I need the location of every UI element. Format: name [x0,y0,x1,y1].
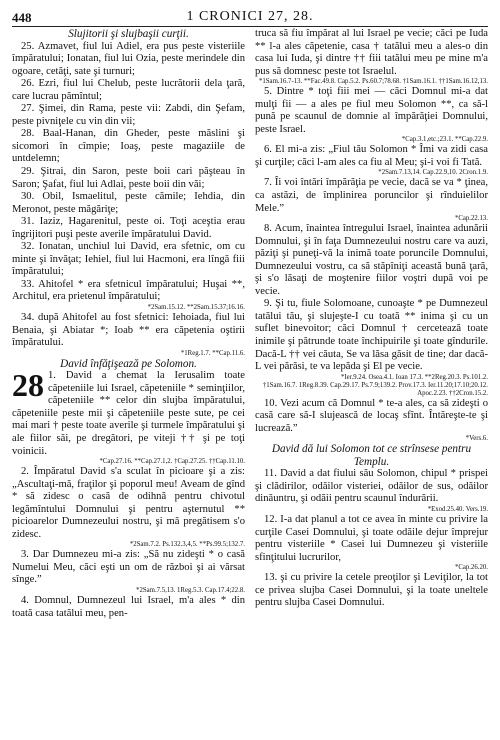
verse-25: 25. Azmavet, fiul lui Adiel, era pus peste visteriile împăratului; Ionatan, fiul lui Ozia, peste merindele din ogoare, cetăţi, sate şi turnuri; [12,40,245,77]
right-column [255,28,488,620]
verse-1: 1. David a chemat la Ierusalim toate căpeteniile lui Israel, căpeteniile * seminţiilor, căpeteniile ** celor din slujba împăratului, căpeteniile peste mii şi căpeteniile peste sute, pe cei mai mari † peste toate averile şi turmele împăratului şi ale fiilor săi, pe dregători, pe viteji †† şi pe toţi voinicii. [12,370,245,457]
footnote-verse-33: *2Sam.15.12. **2Sam.15.37;16.16. [147,304,245,312]
footnote-verse-10: *Vers.6. [465,435,488,443]
verse-7: 7. Îi voi întări împărăţia pe vecie, dacă se va * ţinea, ca astăzi, de împlinirea poruncilor şi rînduielilor Mele.” [255,177,488,214]
verse-3: 3. Dar Dumnezeu mi-a zis: „Să nu zideşti * o casă Numelui Meu, căci eşti un om de război şi ai vărsat sînge.” [12,549,245,586]
verse-9: 9. Şi tu, fiule Solomoane, cunoaşte * pe Dumnezeul tatălui tău, şi slujeşte-I cu toată ** inima şi cu un suflet binevoitor; căci Domnul † cercetează toate inimile şi pătrunde toate închipuirile şi toate gîndurile. Dacă-L †† vei căuta, Se va lăsa găsit de tine; dar dacă-L vei părăsi, te va lepăda şi El pe vecie. [255,298,488,373]
verse-29: 29. Şitrai, din Saron, peste boii cari păşteau în Saron; Şafat, fiul lui Adlai, peste boii din văi; [12,166,245,190]
section-heading-david-presents-solomon: David înfăţişează pe Solomon. [60,357,197,370]
section-heading-servants: Slujitorii şi slujbaşii curţii. [68,28,189,40]
header-rule [12,26,488,27]
running-title: 1 CRONICI 27, 28. [186,9,314,24]
footnote-verse-34: *1Reg.1.7. **Cap.11.6. [180,349,245,357]
verse-10: 10. Vezi acum că Domnul * te-a ales, ca să zideşti o casă care să-I slujească de locaş sfînt. Întăreşte-te şi lucrează.” [255,397,488,434]
verse-6: 6. El mi-a zis: „Fiul tău Solomon * Îmi va zidi casa şi curţile; căci l-am ales ca fiu al Meu; şi-i voi fi Tată. [255,144,488,168]
verse-26: 26. Ezri, fiul lui Chelub, peste lucrătorii dela ţară, care lucrau pămîntul; [12,78,245,102]
verse-4: 4. Domnul, Dumnezeul lui Israel, m'a ales * din toată casa tatălui meu, pen- [12,594,245,619]
footnote-verse-1: *Cap.27.16. **Cap.27.1,2. †Cap.27.25. ††Cap.11.10. [99,458,245,466]
footnote-verse-9-a: *Ier.9.24. Osea.4.1. Ioan 17.3. **2Reg.20.3. Ps.101.2. [340,373,488,381]
verse-13: 13. şi cu privire la cetele preoţilor şi Leviţilor, la tot ce privea slujba Casei Domnului, şi la toate uneltele pentru slujba Casei Domnului. [255,572,488,609]
footnote-verse-11: *Exod.25.40. Vers.19. [427,505,488,513]
chapter-number: 28 [12,370,44,404]
footnote-verse-6: *2Sam.7.13,14. Cap.22.9,10. 2Cron.1.9. [378,169,488,177]
verse-2: 2. Împăratul David s'a sculat în picioare şi a zis: „Ascultaţi-mă, fraţilor şi poporul meu! Aveam de gînd * să zidesc o casă de odihnă pentru chivotul legămîntului Domnului şi pentru aşternutul ** picioarelor Dumnezeului nostru, şi mă pregătisem s'o zidesc. [12,466,245,540]
footnote-verse-7: *Cap.22.13. [454,215,488,223]
page-number: 448 [12,10,32,25]
verse-30: 30. Obil, Ismaelitul, peste cămile; Iehdia, din Meronot, peste măgăriţe; [12,191,245,215]
left-column [12,28,245,620]
footnote-verse-2: *2Sam.7.2. Ps.132.3,4,5. **Ps.99.5;132.7. [129,541,245,549]
chapter-28-start [12,370,245,458]
verse-11: 11. David a dat fiului său Solomon, chipul * prispei şi clădirilor, odăilor visteriei, odăilor de sus, odăilor dinăuntru, şi odăii pentru scaunul îndurării. [255,468,488,505]
footnote-verse-5: *Cap.3.1,etc.;23.1. **Cap.22.9. [401,136,488,144]
verse-8: 8. Acum, înaintea întregului Israel, înaintea adunării Domnului, şi în faţa Dumnezeului nostru care va auzi, păziţi şi puneţi-vă la inimă toate poruncile Domnului, Dumnezeului vostru, ca să stăpîniţi această bună ţară, şi s'o lăsaţi de moştenire fiilor voştri după voi pe vecie. [255,223,488,297]
verse-4-continued: truca să fiu împărat al lui Israel pe vecie; căci pe Iuda ** l-a ales căpetenie, casa † tatălui meu a ales-o din casa lui Iuda, şi dintre †† fiii tatălui meu pe mine m'a pus să domnesc peste tot Israelul. [255,28,488,77]
verse-12: 12. I-a dat planul a tot ce avea în minte cu privire la curţile Casei Domnului, şi toate odăile dejur împrejur pentru visteriile * Casei lui Dumnezeu şi visteriile sfinţitului lucrurilor, [255,513,488,563]
footnote-verse-12: *Cap.26.20. [454,564,488,572]
verse-28: 28. Baal-Hanan, din Gheder, peste măslini şi sicomori în cîmpie; Ioaş, peste magaziile de untdelemn; [12,128,245,165]
footnote-verse-4: *1Sam.16.7-13. **Fac.49.8. Cap.5.2. Ps.60.7;78.68. †1Sam.16.1. ††1Sam.16.12,13. [258,78,488,86]
footnote-verse-3: *2Sam.7.5,13. 1Reg.5.3. Cap.17.4;22.8. [136,586,245,594]
verse-5: 5. Dintre * toţi fiii mei — căci Domnul mi-a dat mulţi fii — a ales pe fiul meu Solomon **, ca să-l pună pe scaunul de domnie al împărăţiei Domnului, peste Israel. [255,86,488,135]
page-header [8,6,492,28]
verse-33: 33. Ahitofel * era sfetnicul împăratului; Huşai **, Architul, era prietenul împăratului; [12,278,245,303]
two-column-body [8,28,492,620]
verse-31: 31. Iaziz, Hagarenitul, peste oi. Toţi aceştia erau îngrijitori puşi peste averile împăratului David. [12,216,245,240]
section-heading-temple-gifts: David dă lui Solomon tot ce strînsese pentru Templu. [271,443,472,468]
verse-27: 27. Şimei, din Rama, peste vii: Zabdi, din Şefam, peste pivniţele cu vin din vii; [12,103,245,127]
verse-32: 32. Ionatan, unchiul lui David, era sfetnic, om cu minte şi învăţat; Iehiel, fiul lui Hacmoni, era lîngă fiii împăratului; [12,241,245,278]
footnote-verse-9-b: †1Sam.16.7. 1Reg.8.39. Cap.29.17. Ps.7.9;139.2. Prov.17.3. Ier.11.20;17.10;20.12. Apoc.2.23. ††2Cron.15.2. [262,381,488,397]
verse-34: 34. după Ahitofel au fost sfetnici: Iehoiada, fiul lui Benaia, şi Abiatar *; Ioab ** era căpetenia oştirii împăratului. [12,312,245,349]
